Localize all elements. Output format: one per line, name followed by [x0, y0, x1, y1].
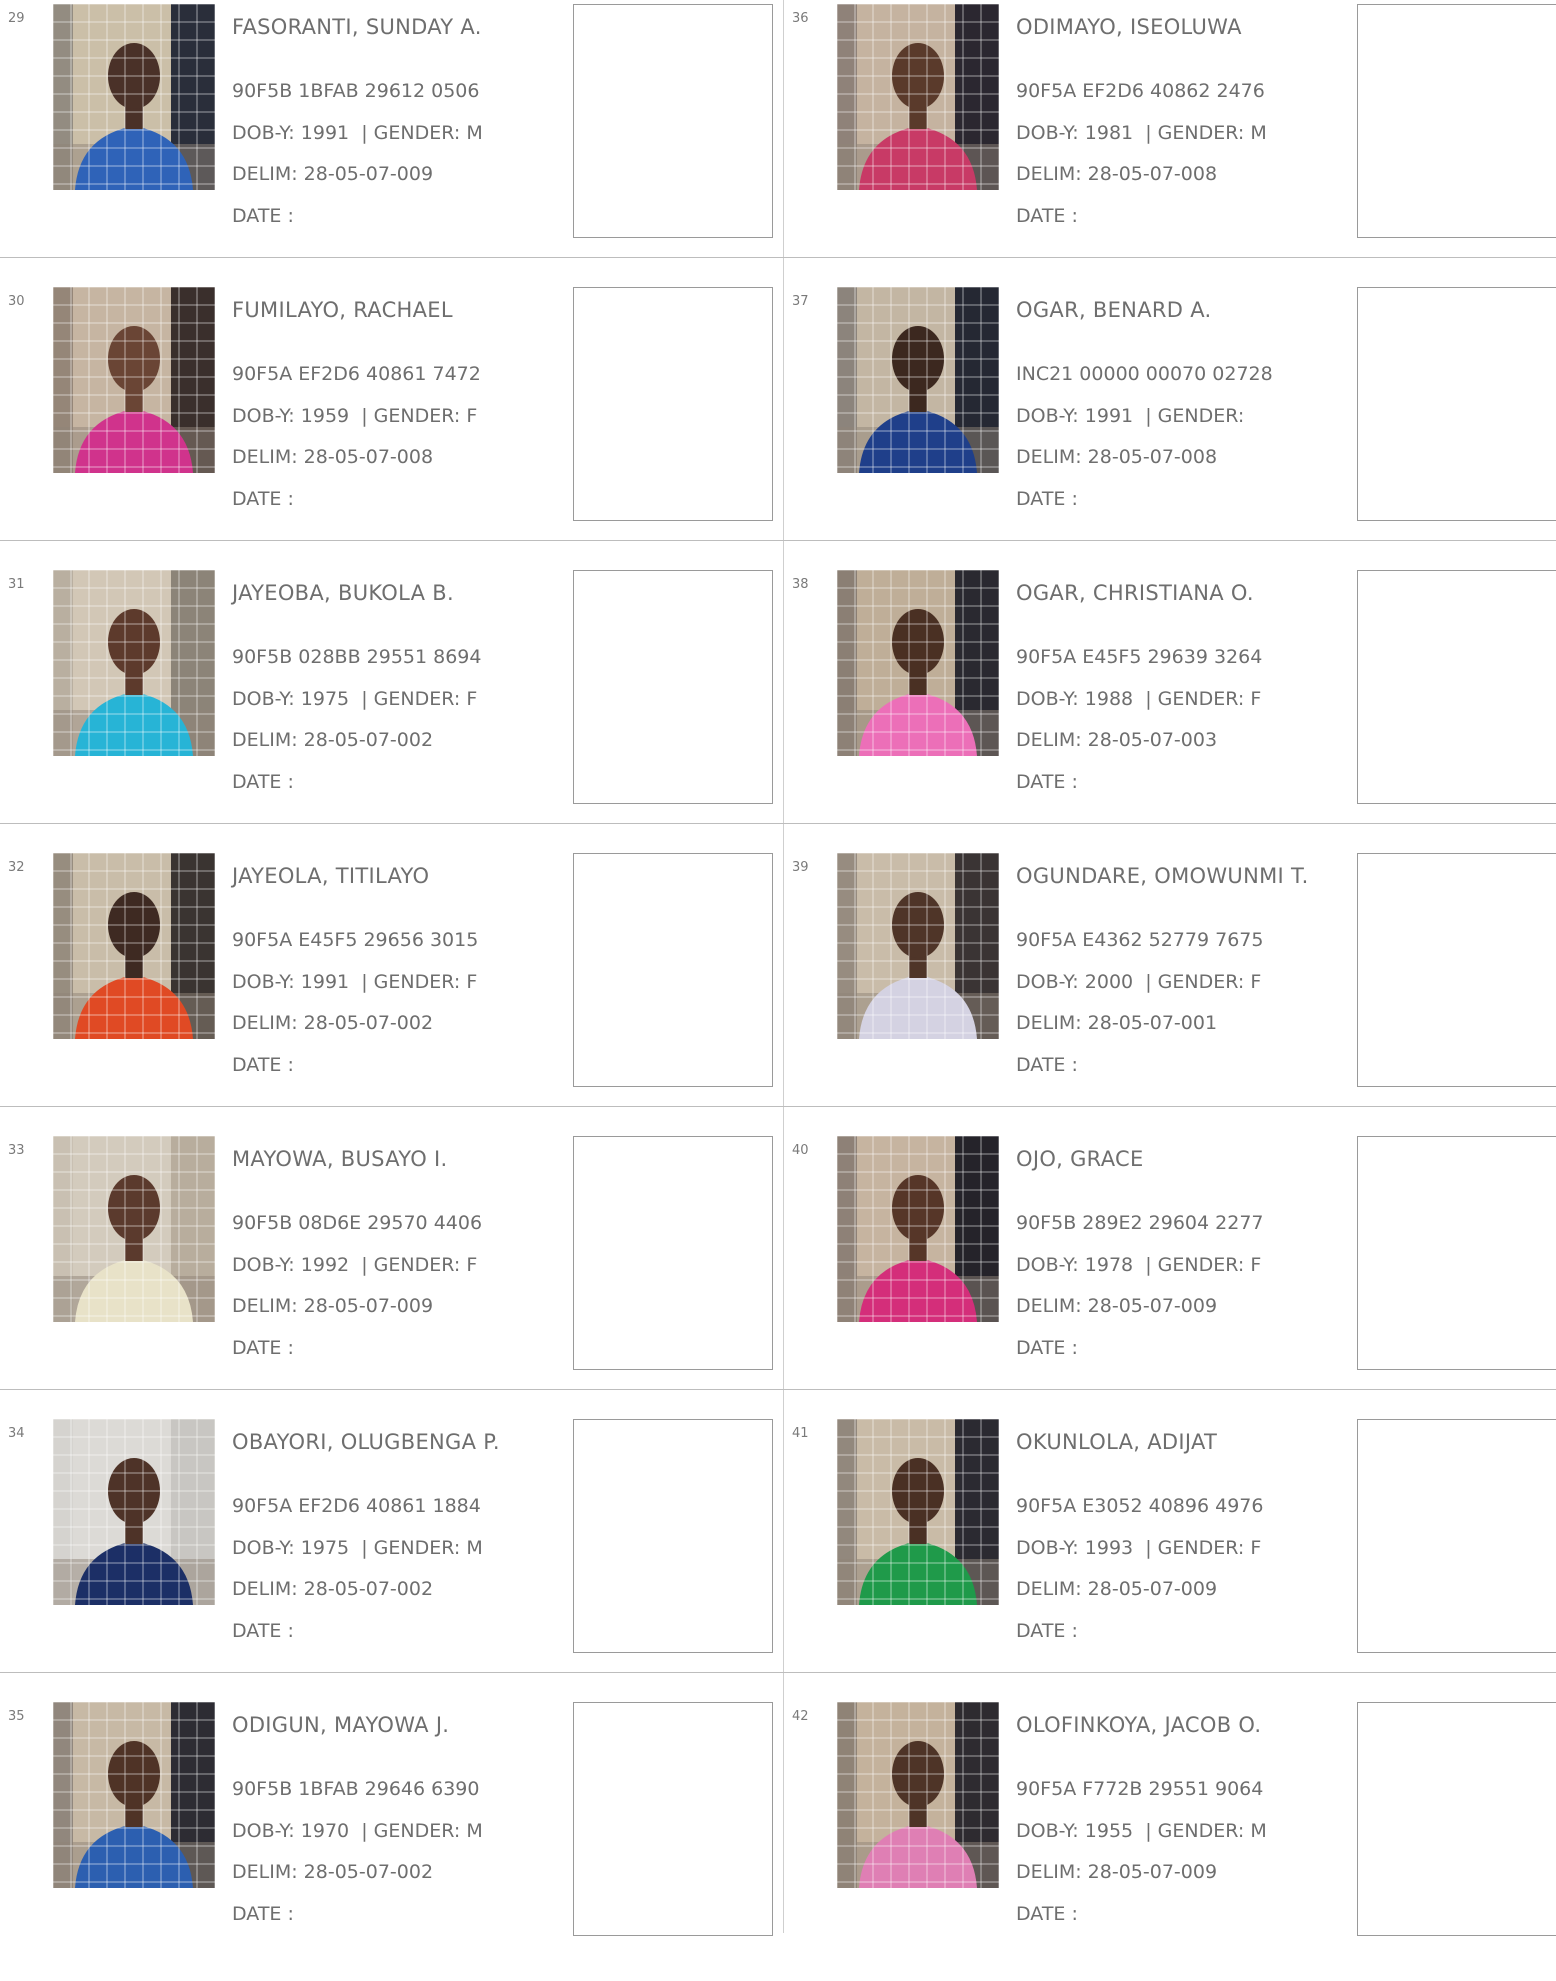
voter-name: MAYOWA, BUSAYO I.: [232, 1147, 448, 1171]
voter-record: [0, 1415, 783, 1698]
voter-record: [0, 566, 783, 849]
voter-photo: [53, 853, 215, 1039]
record-number: 42: [792, 1709, 809, 1724]
gender-value: F: [1250, 1254, 1262, 1276]
record-number: 35: [8, 1709, 25, 1724]
voter-id: 90F5A EF2D6 40861 7472: [232, 363, 481, 385]
dob-label: DOB-Y:: [1016, 1537, 1079, 1559]
delim-label: DELIM:: [1016, 729, 1082, 751]
dob-year: 1981: [1084, 122, 1134, 144]
voter-photo: [837, 1702, 999, 1888]
register-column-left: [0, 0, 783, 1933]
delim-line: [1016, 1295, 1217, 1317]
voter-photo: [53, 1702, 215, 1888]
delim-value: 28-05-07-003: [1087, 729, 1218, 751]
date-field: DATE :: [1016, 1337, 1078, 1359]
gender-label: GENDER:: [373, 1254, 461, 1276]
gender-label: GENDER:: [373, 1537, 461, 1559]
thumbprint-box: [1357, 1136, 1556, 1370]
separator: |: [361, 405, 368, 427]
delim-line: [232, 729, 433, 751]
dob-year: 1991: [300, 971, 350, 993]
delim-label: DELIM:: [232, 163, 298, 185]
dob-year: 1959: [300, 405, 350, 427]
delim-line: [1016, 729, 1217, 751]
person-photo-icon: [837, 853, 999, 1039]
delim-line: [232, 1295, 433, 1317]
person-photo-icon: [53, 1702, 215, 1888]
voter-photo: [53, 570, 215, 756]
voter-record: [0, 1132, 783, 1415]
voter-record: [784, 0, 1556, 283]
voter-record: [784, 1132, 1556, 1415]
person-photo-icon: [53, 1419, 215, 1605]
separator: |: [361, 1254, 368, 1276]
record-number: 30: [8, 294, 25, 309]
gender-label: GENDER:: [373, 122, 461, 144]
record-number: 32: [8, 860, 25, 875]
gender-label: GENDER:: [373, 971, 461, 993]
delim-label: DELIM:: [232, 1578, 298, 1600]
dob-year: 1993: [1084, 1537, 1134, 1559]
dob-gender-line: [232, 1254, 477, 1276]
delim-value: 28-05-07-009: [303, 163, 434, 185]
gender-label: GENDER:: [1157, 122, 1245, 144]
thumbprint-box: [573, 4, 773, 238]
dob-label: DOB-Y:: [1016, 1254, 1079, 1276]
date-field: DATE :: [232, 1620, 294, 1642]
voter-id: 90F5A EF2D6 40861 1884: [232, 1495, 481, 1517]
row-divider: [0, 257, 1556, 258]
voter-id: 90F5B 1BFAB 29612 0506: [232, 80, 480, 102]
gender-label: GENDER:: [1157, 1254, 1245, 1276]
dob-year: 1991: [1084, 405, 1134, 427]
delim-value: 28-05-07-009: [1087, 1578, 1218, 1600]
delim-label: DELIM:: [232, 1861, 298, 1883]
thumbprint-box: [573, 287, 773, 521]
voter-record: [784, 1698, 1556, 1981]
gender-label: GENDER:: [373, 1820, 461, 1842]
dob-label: DOB-Y:: [232, 688, 295, 710]
gender-value: F: [1250, 971, 1262, 993]
delim-line: [1016, 446, 1217, 468]
delim-label: DELIM:: [1016, 1861, 1082, 1883]
thumbprint-box: [1357, 1702, 1556, 1936]
person-photo-icon: [837, 4, 999, 190]
thumbprint-box: [573, 1419, 773, 1653]
dob-label: DOB-Y:: [1016, 971, 1079, 993]
voter-photo: [837, 1136, 999, 1322]
voter-name: OGAR, CHRISTIANA O.: [1016, 581, 1254, 605]
dob-gender-line: [232, 688, 477, 710]
dob-year: 1988: [1084, 688, 1134, 710]
row-divider: [0, 1106, 1556, 1107]
person-photo-icon: [837, 287, 999, 473]
delim-label: DELIM:: [1016, 163, 1082, 185]
record-number: 40: [792, 1143, 809, 1158]
delim-line: [1016, 1578, 1217, 1600]
separator: |: [361, 1537, 368, 1559]
column-divider: [783, 0, 784, 1933]
delim-value: 28-05-07-008: [1087, 163, 1218, 185]
record-number: 37: [792, 294, 809, 309]
date-field: DATE :: [1016, 1903, 1078, 1925]
voter-record: [0, 283, 783, 566]
delim-label: DELIM:: [1016, 446, 1082, 468]
delim-label: DELIM:: [232, 446, 298, 468]
dob-label: DOB-Y:: [1016, 405, 1079, 427]
gender-label: GENDER:: [373, 405, 461, 427]
gender-value: F: [466, 971, 478, 993]
dob-gender-line: [232, 122, 483, 144]
voter-id: 90F5A E4362 52779 7675: [1016, 929, 1264, 951]
date-field: DATE :: [232, 488, 294, 510]
date-field: DATE :: [1016, 1054, 1078, 1076]
dob-gender-line: [232, 405, 477, 427]
voter-id: 90F5B 028BB 29551 8694: [232, 646, 482, 668]
separator: |: [1145, 1820, 1152, 1842]
delim-value: 28-05-07-002: [303, 1861, 434, 1883]
gender-label: GENDER:: [373, 688, 461, 710]
row-divider: [0, 1672, 1556, 1673]
voter-record: [784, 849, 1556, 1132]
dob-label: DOB-Y:: [232, 1537, 295, 1559]
register-column-right: [784, 0, 1556, 1933]
delim-line: [1016, 163, 1217, 185]
thumbprint-box: [573, 853, 773, 1087]
dob-gender-line: [232, 1537, 483, 1559]
record-number: 31: [8, 577, 25, 592]
voter-name: OBAYORI, OLUGBENGA P.: [232, 1430, 500, 1454]
gender-value: F: [466, 405, 478, 427]
person-photo-icon: [837, 1136, 999, 1322]
delim-value: 28-05-07-002: [303, 1578, 434, 1600]
voter-photo: [53, 1419, 215, 1605]
separator: |: [1145, 688, 1152, 710]
dob-gender-line: [1016, 122, 1267, 144]
voter-id: 90F5A F772B 29551 9064: [1016, 1778, 1264, 1800]
thumbprint-box: [1357, 4, 1556, 238]
voter-record: [0, 1698, 783, 1981]
gender-label: GENDER:: [1157, 688, 1245, 710]
gender-value: F: [466, 1254, 478, 1276]
thumbprint-box: [1357, 853, 1556, 1087]
date-field: DATE :: [232, 205, 294, 227]
voter-name: FUMILAYO, RACHAEL: [232, 298, 453, 322]
voter-name: OJO, GRACE: [1016, 1147, 1144, 1171]
dob-gender-line: [1016, 688, 1261, 710]
voter-id: 90F5B 289E2 29604 2277: [1016, 1212, 1264, 1234]
voter-photo: [837, 1419, 999, 1605]
voter-photo: [837, 4, 999, 190]
voter-id: 90F5B 1BFAB 29646 6390: [232, 1778, 480, 1800]
separator: |: [361, 1820, 368, 1842]
dob-label: DOB-Y:: [1016, 1820, 1079, 1842]
voter-record: [784, 283, 1556, 566]
delim-line: [232, 1861, 433, 1883]
record-number: 34: [8, 1426, 25, 1441]
dob-gender-line: [1016, 1254, 1261, 1276]
record-number: 36: [792, 11, 809, 26]
voter-photo: [837, 853, 999, 1039]
date-field: DATE :: [1016, 1620, 1078, 1642]
delim-value: 28-05-07-001: [1087, 1012, 1218, 1034]
delim-value: 28-05-07-002: [303, 729, 434, 751]
dob-gender-line: [232, 1820, 483, 1842]
gender-value: M: [1250, 122, 1267, 144]
dob-gender-line: [1016, 405, 1244, 427]
gender-value: M: [1250, 1820, 1267, 1842]
thumbprint-box: [573, 1136, 773, 1370]
separator: |: [361, 971, 368, 993]
dob-label: DOB-Y:: [232, 1820, 295, 1842]
row-divider: [0, 823, 1556, 824]
voter-photo: [837, 287, 999, 473]
person-photo-icon: [837, 1702, 999, 1888]
record-number: 41: [792, 1426, 809, 1441]
gender-value: M: [466, 122, 483, 144]
separator: |: [1145, 1537, 1152, 1559]
separator: |: [1145, 122, 1152, 144]
gender-value: M: [466, 1537, 483, 1559]
thumbprint-box: [573, 1702, 773, 1936]
thumbprint-box: [1357, 1419, 1556, 1653]
voter-record: [784, 1415, 1556, 1698]
voter-name: OGUNDARE, OMOWUNMI T.: [1016, 864, 1309, 888]
delim-label: DELIM:: [232, 1012, 298, 1034]
gender-label: GENDER:: [1157, 1820, 1245, 1842]
voter-name: OGAR, BENARD A.: [1016, 298, 1212, 322]
delim-line: [1016, 1861, 1217, 1883]
dob-year: 1955: [1084, 1820, 1134, 1842]
dob-year: 1978: [1084, 1254, 1134, 1276]
dob-year: 1975: [300, 1537, 350, 1559]
person-photo-icon: [53, 570, 215, 756]
dob-year: 2000: [1084, 971, 1134, 993]
voter-id: 90F5A E45F5 29639 3264: [1016, 646, 1263, 668]
gender-value: F: [1250, 1537, 1262, 1559]
voter-name: ODIGUN, MAYOWA J.: [232, 1713, 450, 1737]
voter-name: ODIMAYO, ISEOLUWA: [1016, 15, 1242, 39]
voter-id: 90F5A EF2D6 40862 2476: [1016, 80, 1265, 102]
dob-label: DOB-Y:: [232, 971, 295, 993]
separator: |: [1145, 405, 1152, 427]
record-number: 29: [8, 11, 25, 26]
delim-line: [232, 1012, 433, 1034]
gender-label: GENDER:: [1157, 405, 1245, 427]
record-number: 33: [8, 1143, 25, 1158]
voter-photo: [53, 1136, 215, 1322]
voter-name: JAYEOLA, TITILAYO: [232, 864, 430, 888]
person-photo-icon: [53, 1136, 215, 1322]
delim-label: DELIM:: [232, 729, 298, 751]
delim-label: DELIM:: [1016, 1012, 1082, 1034]
voter-id: 90F5B 08D6E 29570 4406: [232, 1212, 483, 1234]
person-photo-icon: [53, 853, 215, 1039]
record-number: 38: [792, 577, 809, 592]
voter-id: INC21 00000 00070 02728: [1016, 363, 1273, 385]
dob-year: 1992: [300, 1254, 350, 1276]
thumbprint-box: [1357, 287, 1556, 521]
separator: |: [361, 688, 368, 710]
dob-label: DOB-Y:: [232, 122, 295, 144]
voter-name: OLOFINKOYA, JACOB O.: [1016, 1713, 1262, 1737]
record-number: 39: [792, 860, 809, 875]
date-field: DATE :: [232, 771, 294, 793]
delim-label: DELIM:: [1016, 1578, 1082, 1600]
dob-label: DOB-Y:: [1016, 688, 1079, 710]
separator: |: [1145, 1254, 1152, 1276]
delim-value: 28-05-07-008: [303, 446, 434, 468]
delim-label: DELIM:: [232, 1295, 298, 1317]
voter-photo: [837, 570, 999, 756]
dob-label: DOB-Y:: [232, 1254, 295, 1276]
thumbprint-box: [1357, 570, 1556, 804]
gender-label: GENDER:: [1157, 1537, 1245, 1559]
gender-value: F: [1250, 688, 1262, 710]
dob-year: 1970: [300, 1820, 350, 1842]
person-photo-icon: [53, 287, 215, 473]
voter-record: [784, 566, 1556, 849]
delim-line: [232, 446, 433, 468]
voter-record: [0, 849, 783, 1132]
dob-gender-line: [1016, 971, 1261, 993]
dob-gender-line: [1016, 1537, 1261, 1559]
voter-photo: [53, 4, 215, 190]
gender-label: GENDER:: [1157, 971, 1245, 993]
person-photo-icon: [53, 4, 215, 190]
person-photo-icon: [837, 1419, 999, 1605]
date-field: DATE :: [232, 1054, 294, 1076]
gender-value: M: [466, 1820, 483, 1842]
voter-name: JAYEOBA, BUKOLA B.: [232, 581, 454, 605]
dob-label: DOB-Y:: [232, 405, 295, 427]
date-field: DATE :: [1016, 488, 1078, 510]
dob-year: 1975: [300, 688, 350, 710]
date-field: DATE :: [232, 1337, 294, 1359]
delim-value: 28-05-07-009: [1087, 1861, 1218, 1883]
delim-value: 28-05-07-008: [1087, 446, 1218, 468]
date-field: DATE :: [1016, 205, 1078, 227]
thumbprint-box: [573, 570, 773, 804]
separator: |: [1145, 971, 1152, 993]
voter-record: [0, 0, 783, 283]
voter-name: OKUNLOLA, ADIJAT: [1016, 1430, 1218, 1454]
dob-label: DOB-Y:: [1016, 122, 1079, 144]
voter-id: 90F5A E3052 40896 4976: [1016, 1495, 1264, 1517]
voter-name: FASORANTI, SUNDAY A.: [232, 15, 482, 39]
row-divider: [0, 1389, 1556, 1390]
voter-id: 90F5A E45F5 29656 3015: [232, 929, 479, 951]
delim-value: 28-05-07-009: [1087, 1295, 1218, 1317]
delim-line: [232, 1578, 433, 1600]
date-field: DATE :: [1016, 771, 1078, 793]
dob-gender-line: [1016, 1820, 1267, 1842]
person-photo-icon: [837, 570, 999, 756]
row-divider: [0, 540, 1556, 541]
dob-year: 1991: [300, 122, 350, 144]
separator: |: [361, 122, 368, 144]
voter-photo: [53, 287, 215, 473]
gender-value: F: [466, 688, 478, 710]
delim-value: 28-05-07-002: [303, 1012, 434, 1034]
delim-value: 28-05-07-009: [303, 1295, 434, 1317]
delim-label: DELIM:: [1016, 1295, 1082, 1317]
date-field: DATE :: [232, 1903, 294, 1925]
delim-line: [232, 163, 433, 185]
delim-line: [1016, 1012, 1217, 1034]
dob-gender-line: [232, 971, 477, 993]
